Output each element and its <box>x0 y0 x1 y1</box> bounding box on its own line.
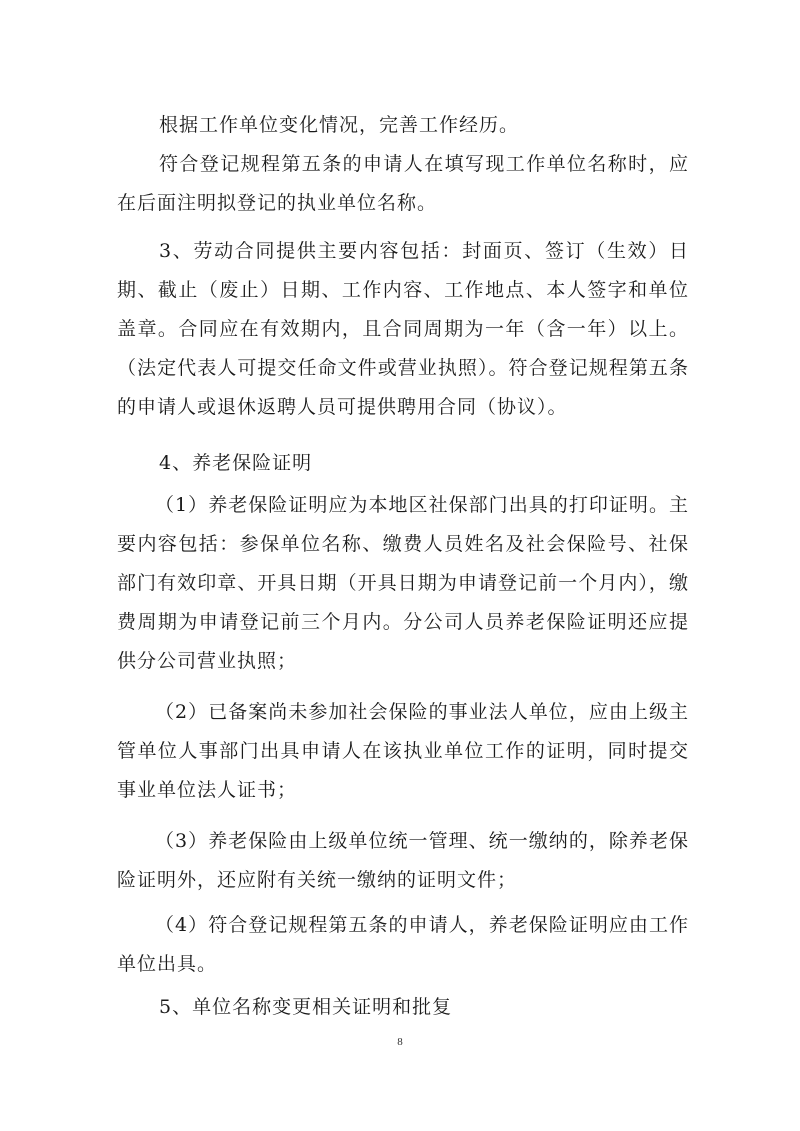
paragraph-pension-item-2: （2）已备案尚未参加社会保险的事业法人单位，应由上级主管单位人事部门出具申请人在该执业单位工作的证明，同时提交事业单位法人证书； <box>117 701 689 801</box>
page-number: 8 <box>397 1036 403 1048</box>
paragraph-work-history: 根据工作单位变化情况，完善工作经历。 <box>159 114 520 136</box>
heading-unit-name-change: 5、单位名称变更相关证明和批复 <box>159 996 453 1018</box>
paragraph-labor-contract: 3、劳动合同提供主要内容包括：封面页、签订（生效）日期、截止（废止）日期、工作内容、工作地点、本人签字和单位盖章。合同应在有效期内，且合同周期为一年（含一年）以上。（法定代表人可提交任命文件或营业执照）。符合登记规程第五条的申请人或退休返聘人员可提供聘用合同（协议）。 <box>117 240 689 418</box>
paragraph-pension-item-3: （3）养老保险由上级单位统一管理、统一缴纳的，除养老保险证明外，还应附有关统一缴纳的证明文件； <box>117 830 689 891</box>
paragraph-pension-item-4: （4）符合登记规程第五条的申请人，养老保险证明应由工作单位出具。 <box>117 914 689 975</box>
paragraph-pension-item-1: （1）养老保险证明应为本地区社保部门出具的打印证明。主要内容包括：参保单位名称、缴费人员姓名及社会保险号、社保部门有效印章、开具日期（开具日期为申请登记前一个月内），缴费周期为申请登记前三个月内。分公司人员养老保险证明还应提供分公司营业执照； <box>117 494 689 672</box>
heading-pension-proof: 4、养老保险证明 <box>159 452 313 474</box>
paragraph-registration-unit: 符合登记规程第五条的申请人在填写现工作单位名称时，应在后面注明拟登记的执业单位名称。 <box>117 153 689 214</box>
